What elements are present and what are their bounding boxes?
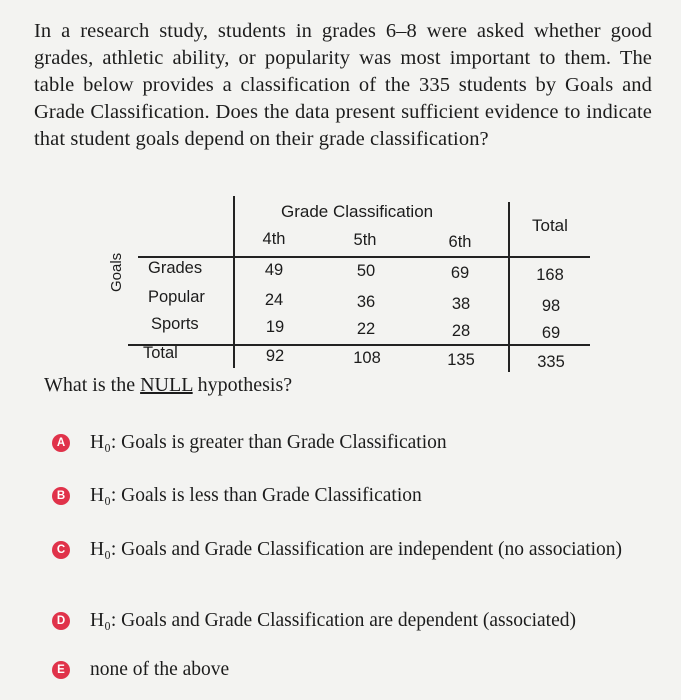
question-null-emphasis: NULL: [140, 374, 193, 396]
option-letter-badge: D: [52, 612, 70, 630]
option-text: H₀: Goals and Grade Classification are dependent (associated): [90, 610, 576, 631]
option-text: none of the above: [90, 659, 230, 680]
cell-total-6th: 135: [447, 351, 475, 369]
total-column-header: Total: [532, 216, 568, 235]
option-letter-badge: C: [52, 541, 70, 559]
cell-popular-5th: 36: [356, 293, 376, 311]
problem-statement: In a research study, students in grades 6–8 were asked whether good grades, athletic ability, or popularity was most important to them. The table below provides a classification of the 335 students by Goals and Grade Classification. Does the data present sufficient evidence to indicate that student goals depend on their grade classification?: [34, 20, 652, 150]
column-header-5th: 5th: [353, 231, 377, 249]
row-label-grades: Grades: [148, 259, 203, 277]
cell-sports-4th: 19: [265, 318, 285, 336]
cell-popular-6th: 38: [451, 295, 471, 313]
cell-total-5th: 108: [353, 349, 381, 367]
row-label-total: Total: [143, 344, 178, 362]
goals-axis-label: Goals: [108, 252, 125, 292]
question-prefix: What is the: [44, 374, 141, 396]
column-header-4th: 4th: [262, 230, 286, 248]
question-suffix: hypothesis?: [192, 374, 293, 396]
table-divider-right: [508, 202, 510, 372]
column-header-6th: 6th: [448, 233, 472, 251]
cell-grades-total: 168: [536, 266, 564, 284]
cell-total-4th: 92: [265, 347, 285, 365]
cell-grades-5th: 50: [356, 262, 376, 280]
grade-classification-header: Grade Classification: [281, 202, 434, 221]
option-text: H₀: Goals and Grade Classification are independent (no association): [90, 539, 623, 560]
cell-sports-total: 69: [541, 324, 561, 342]
option-text: H₀: Goals is greater than Grade Classification: [90, 432, 447, 453]
option-letter-badge: B: [52, 487, 70, 505]
cell-grades-6th: 69: [450, 264, 470, 282]
row-label-sports: Sports: [151, 315, 199, 333]
cell-sports-6th: 28: [451, 322, 471, 340]
table-total-rule: [128, 344, 590, 346]
question-prompt: [44, 374, 292, 397]
cell-popular-total: 98: [541, 297, 561, 315]
option-text: H₀: Goals is less than Grade Classification: [90, 485, 422, 506]
option-letter-badge: E: [52, 661, 70, 679]
table-divider-left: [233, 196, 235, 368]
cell-grand-total: 335: [537, 353, 565, 371]
table-header-rule: [138, 256, 590, 258]
cell-sports-5th: 22: [356, 320, 376, 338]
option-letter-badge: A: [52, 434, 70, 452]
cell-popular-4th: 24: [264, 291, 284, 309]
row-label-popular: Popular: [148, 288, 205, 306]
cell-grades-4th: 49: [264, 261, 284, 279]
